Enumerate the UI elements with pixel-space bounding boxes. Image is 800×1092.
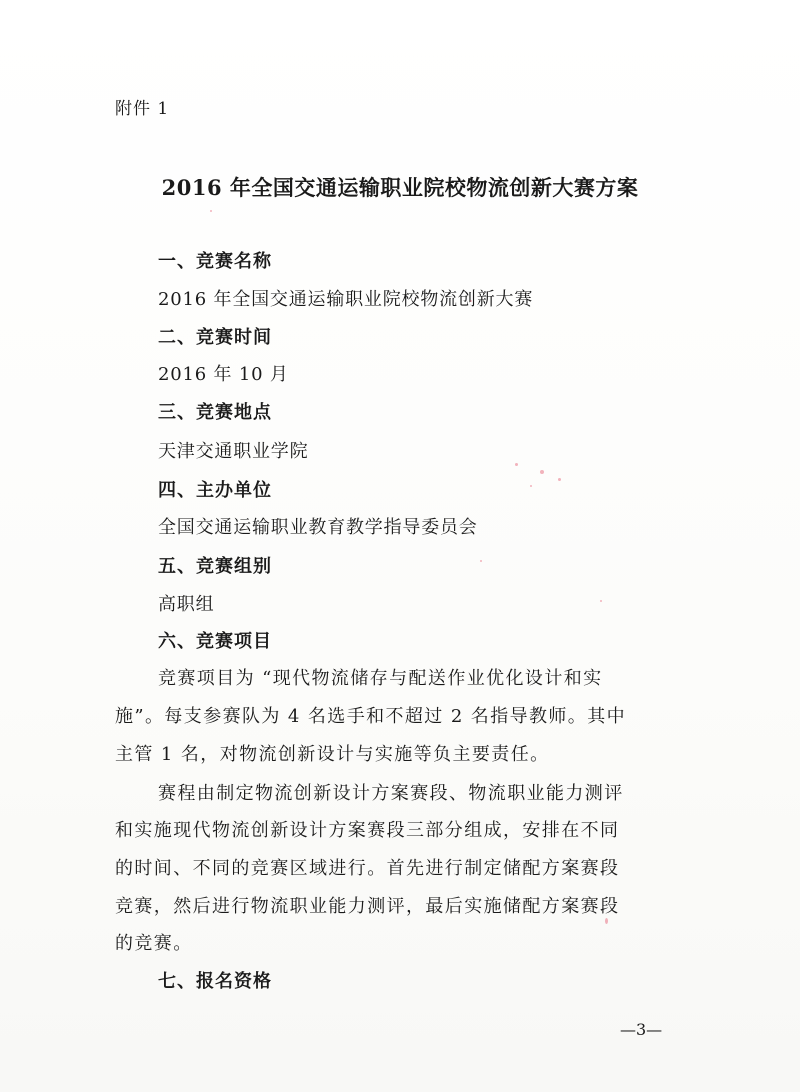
paragraph-line: 赛程由制定物流创新设计方案赛段、物流职业能力测评 (158, 783, 624, 804)
paragraph-line: 竞赛项目为 “现代物流储存与配送作业优化设计和实 (158, 668, 603, 689)
section-content-time: 2016 年 10 月 (158, 364, 289, 385)
page-number: —3— (620, 1020, 663, 1039)
section-heading-group: 五、竞赛组别 (158, 556, 272, 577)
scan-speckle (480, 560, 482, 562)
scan-speckle (540, 470, 544, 474)
section-heading-project: 六、竞赛项目 (158, 631, 272, 652)
section-content-organizer: 全国交通运输职业教育教学指导委员会 (158, 517, 478, 538)
paragraph-line: 主管 1 名，对物流创新设计与实施等负主要责任。 (115, 744, 550, 765)
paragraph-line: 施”。每支参赛队为 4 名选手和不超过 2 名指导教师。其中 (115, 706, 626, 727)
section-content-group: 高职组 (158, 594, 215, 615)
paragraph-line: 和实施现代物流创新设计方案赛段三部分组成，安排在不同 (115, 820, 620, 841)
paragraph-line: 的时间、不同的竞赛区域进行。首先进行制定储配方案赛段 (115, 858, 620, 879)
scan-speckle (530, 485, 532, 487)
section-heading-time: 二、竞赛时间 (158, 327, 272, 348)
scan-speckle (558, 478, 561, 481)
section-heading-eligibility: 七、报名资格 (158, 971, 272, 992)
section-content-name: 2016 年全国交通运输职业院校物流创新大赛 (158, 289, 534, 310)
scan-speckle (515, 463, 518, 466)
section-content-location: 天津交通职业学院 (158, 441, 309, 462)
paragraph-line: 竞赛，然后进行物流职业能力测评，最后实施储配方案赛段 (115, 896, 620, 917)
paragraph-line: 的竞赛。 (115, 933, 193, 954)
scan-speckle (470, 300, 472, 302)
scan-speckle (605, 918, 608, 924)
attachment-label: 附件 1 (115, 99, 170, 119)
section-heading-organizer: 四、主办单位 (158, 480, 272, 501)
section-heading-location: 三、竞赛地点 (158, 402, 272, 423)
scan-speckle (600, 600, 602, 602)
section-heading-name: 一、竞赛名称 (158, 251, 272, 272)
document-title: 2016 年全国交通运输职业院校物流创新大赛方案 (161, 175, 639, 200)
scan-speckle (210, 210, 212, 212)
